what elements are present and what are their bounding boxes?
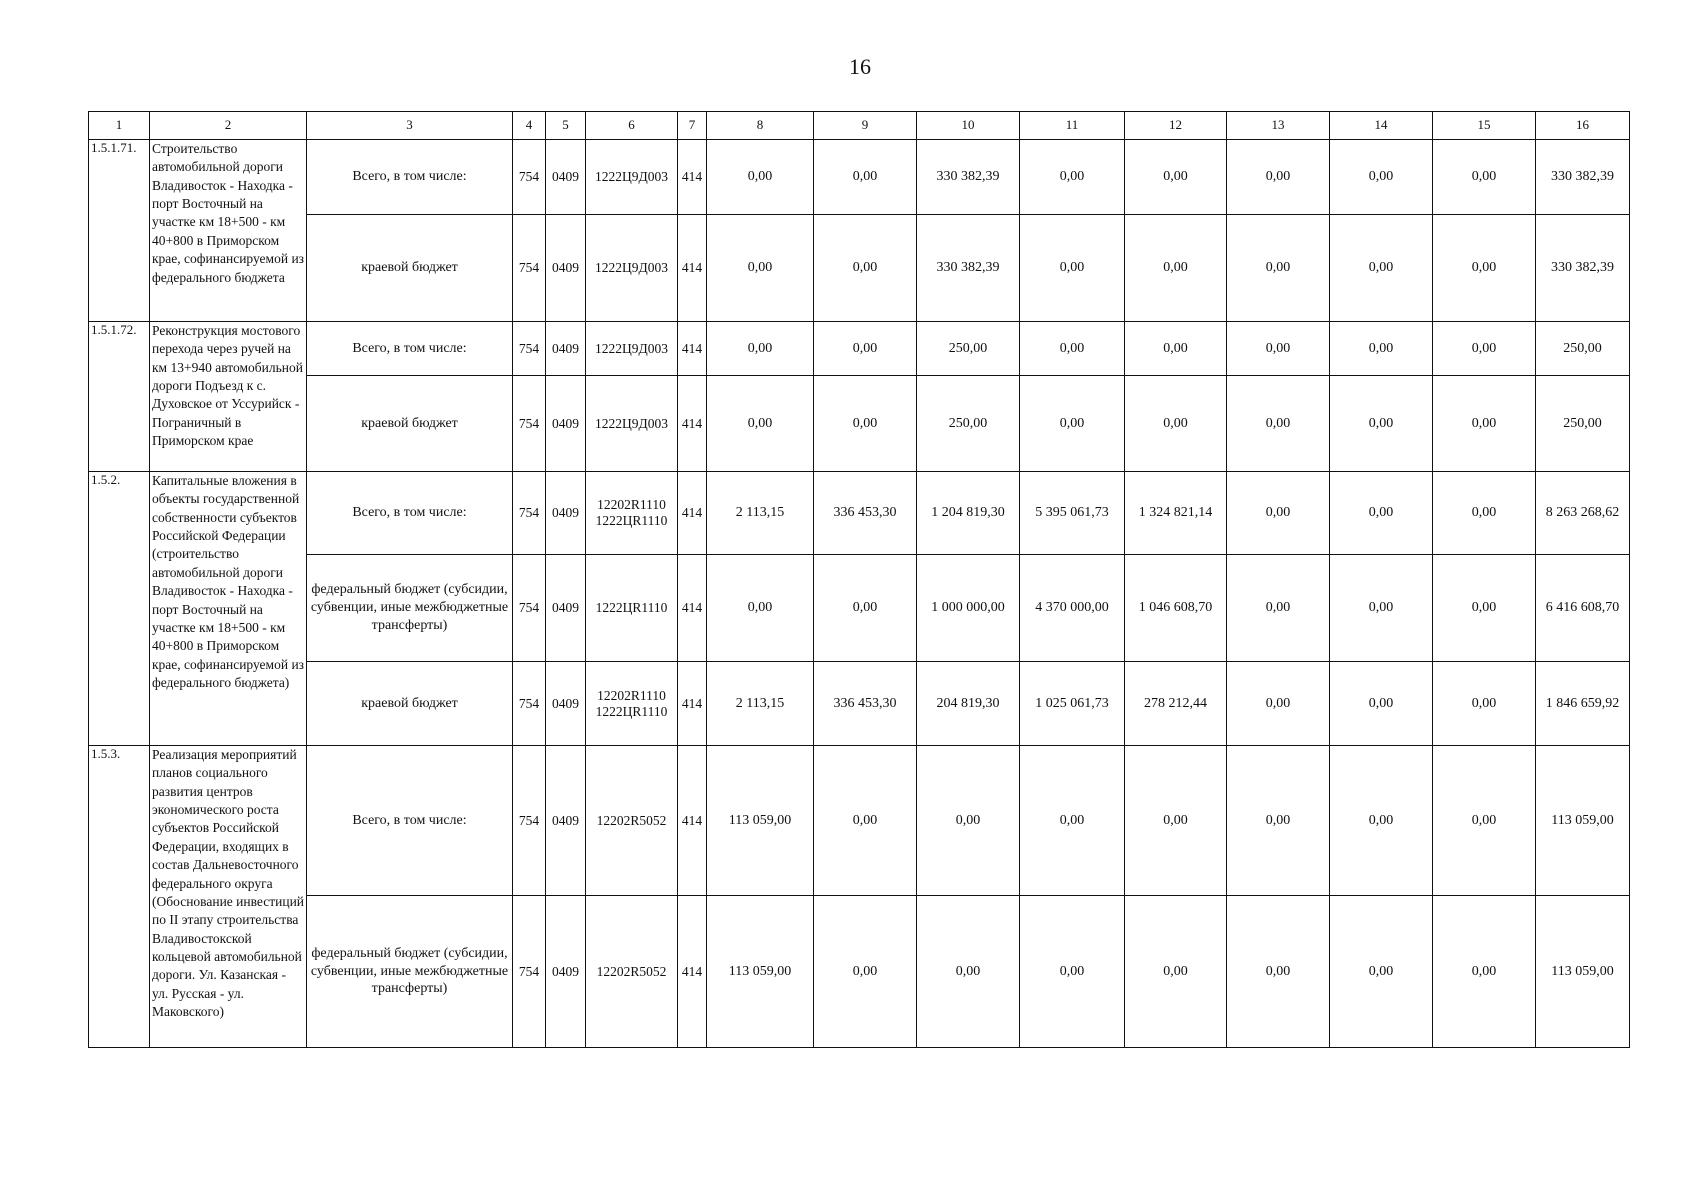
amount-cell: 330 382,39 [917,215,1020,322]
amount-cell: 204 819,30 [917,662,1020,746]
amount-cell: 0,00 [814,215,917,322]
table-row [89,376,1630,472]
amount-cell: 0,00 [1330,472,1433,555]
table-row [89,555,1630,662]
expense-type-code: 414 [678,662,707,746]
amount-cell: 250,00 [917,376,1020,472]
amount-cell: 0,00 [1433,215,1536,322]
amount-cell: 336 453,30 [814,472,917,555]
amount-cell: 113 059,00 [1536,746,1630,896]
col-header: 14 [1330,112,1433,140]
amount-cell: 0,00 [1433,140,1536,215]
amount-cell: 0,00 [1330,555,1433,662]
amount-cell: 113 059,00 [707,896,814,1048]
amount-cell: 0,00 [1330,322,1433,376]
amount-cell: 0,00 [1330,376,1433,472]
item-name: Строительство автомобильной дороги Владивосток - Находка - порт Восточный на участке км 18+500 - км 40+800 в Приморском крае, софинансируемой из федерального бюджета [150,140,307,322]
amount-cell: 0,00 [1433,896,1536,1048]
expense-type-code: 414 [678,555,707,662]
amount-cell: 0,00 [814,896,917,1048]
amount-cell: 0,00 [1227,896,1330,1048]
funding-source: Всего, в том числе: [307,140,513,215]
expense-type-code: 414 [678,322,707,376]
amount-cell: 0,00 [917,896,1020,1048]
amount-cell: 1 046 608,70 [1125,555,1227,662]
amount-cell: 0,00 [1330,896,1433,1048]
target-article-code: 1222Ц9Д003 [586,322,678,376]
amount-cell: 6 416 608,70 [1536,555,1630,662]
expense-type-code: 414 [678,376,707,472]
amount-cell: 250,00 [917,322,1020,376]
table-row [89,322,1630,376]
amount-cell: 0,00 [814,376,917,472]
col-header: 1 [89,112,150,140]
amount-cell: 0,00 [707,322,814,376]
amount-cell: 250,00 [1536,322,1630,376]
amount-cell: 0,00 [1125,322,1227,376]
table-row [89,215,1630,322]
amount-cell: 278 212,44 [1125,662,1227,746]
grbs-code: 754 [513,376,546,472]
funding-source: федеральный бюджет (субсидии, субвенции, иные межбюджетные трансферты) [307,555,513,662]
target-article-code: 12202R1110 1222ЦR1110 [586,662,678,746]
amount-cell: 0,00 [1433,322,1536,376]
table-row [89,746,1630,896]
amount-cell: 0,00 [707,376,814,472]
amount-cell: 0,00 [1330,746,1433,896]
col-header: 9 [814,112,917,140]
amount-cell: 0,00 [1330,140,1433,215]
amount-cell: 0,00 [1020,376,1125,472]
item-number: 1.5.1.72. [89,322,150,472]
amount-cell: 1 000 000,00 [917,555,1020,662]
amount-cell: 0,00 [707,215,814,322]
amount-cell: 0,00 [917,746,1020,896]
amount-cell: 0,00 [1330,662,1433,746]
section-code: 0409 [546,472,586,555]
amount-cell: 0,00 [1227,140,1330,215]
funding-source: Всего, в том числе: [307,322,513,376]
amount-cell: 0,00 [1125,746,1227,896]
amount-cell: 0,00 [1330,215,1433,322]
amount-cell: 2 113,15 [707,662,814,746]
amount-cell: 0,00 [1433,555,1536,662]
col-header: 8 [707,112,814,140]
col-header: 4 [513,112,546,140]
amount-cell: 0,00 [1125,215,1227,322]
amount-cell: 0,00 [707,140,814,215]
amount-cell: 2 113,15 [707,472,814,555]
col-header: 6 [586,112,678,140]
amount-cell: 0,00 [814,322,917,376]
col-header: 11 [1020,112,1125,140]
expense-type-code: 414 [678,472,707,555]
grbs-code: 754 [513,746,546,896]
funding-source: Всего, в том числе: [307,746,513,896]
amount-cell: 0,00 [1125,896,1227,1048]
funding-source: краевой бюджет [307,662,513,746]
expense-type-code: 414 [678,896,707,1048]
amount-cell: 330 382,39 [1536,215,1630,322]
header-row [89,112,1630,140]
amount-cell: 0,00 [1433,376,1536,472]
amount-cell: 113 059,00 [1536,896,1630,1048]
amount-cell: 250,00 [1536,376,1630,472]
col-header: 13 [1227,112,1330,140]
funding-source: Всего, в том числе: [307,472,513,555]
item-number: 1.5.1.71. [89,140,150,322]
amount-cell: 1 846 659,92 [1536,662,1630,746]
amount-cell: 113 059,00 [707,746,814,896]
amount-cell: 0,00 [814,555,917,662]
target-article-code: 1222Ц9Д003 [586,140,678,215]
col-header: 3 [307,112,513,140]
col-header: 5 [546,112,586,140]
amount-cell: 0,00 [1433,662,1536,746]
table-body [89,112,1630,1048]
grbs-code: 754 [513,896,546,1048]
target-article-code: 1222ЦR1110 [586,555,678,662]
item-number: 1.5.2. [89,472,150,746]
item-number: 1.5.3. [89,746,150,1048]
grbs-code: 754 [513,555,546,662]
amount-cell: 1 324 821,14 [1125,472,1227,555]
amount-cell: 0,00 [1227,662,1330,746]
amount-cell: 0,00 [1227,322,1330,376]
col-header: 7 [678,112,707,140]
amount-cell: 0,00 [814,140,917,215]
grbs-code: 754 [513,322,546,376]
amount-cell: 0,00 [707,555,814,662]
amount-cell: 0,00 [814,746,917,896]
col-header: 12 [1125,112,1227,140]
table-row [89,662,1630,746]
table-row [89,140,1630,215]
amount-cell: 1 025 061,73 [1020,662,1125,746]
amount-cell: 0,00 [1227,746,1330,896]
page-number: 16 [849,54,871,79]
section-code: 0409 [546,140,586,215]
section-code: 0409 [546,662,586,746]
col-header: 2 [150,112,307,140]
grbs-code: 754 [513,662,546,746]
target-article-code: 12202R5052 [586,746,678,896]
target-article-code: 1222Ц9Д003 [586,215,678,322]
col-header: 15 [1433,112,1536,140]
amount-cell: 0,00 [1433,746,1536,896]
section-code: 0409 [546,215,586,322]
table-row [89,896,1630,1048]
amount-cell: 0,00 [1227,555,1330,662]
amount-cell: 0,00 [1020,896,1125,1048]
amount-cell: 330 382,39 [917,140,1020,215]
amount-cell: 336 453,30 [814,662,917,746]
grbs-code: 754 [513,140,546,215]
expense-type-code: 414 [678,746,707,896]
amount-cell: 0,00 [1020,215,1125,322]
amount-cell: 0,00 [1020,746,1125,896]
amount-cell: 0,00 [1125,140,1227,215]
amount-cell: 0,00 [1020,140,1125,215]
target-article-code: 1222Ц9Д003 [586,376,678,472]
budget-table [88,111,1630,1048]
funding-source: краевой бюджет [307,376,513,472]
grbs-code: 754 [513,472,546,555]
amount-cell: 1 204 819,30 [917,472,1020,555]
amount-cell: 0,00 [1227,215,1330,322]
col-header: 16 [1536,112,1630,140]
expense-type-code: 414 [678,215,707,322]
grbs-code: 754 [513,215,546,322]
amount-cell: 0,00 [1433,472,1536,555]
table-row [89,472,1630,555]
item-name: Реконструкция мостового перехода через ручей на км 13+940 автомобильной дороги Подъезд к с. Духовское от Уссурийск - Пограничный в Приморском крае [150,322,307,472]
amount-cell: 0,00 [1020,322,1125,376]
amount-cell: 8 263 268,62 [1536,472,1630,555]
item-name: Реализация мероприятий планов социального развития центров экономического роста субъектов Российской Федерации, входящих в состав Дальневосточного федерального округа (Обоснование инвестиций по II этапу строительства Владивостокской кольцевой автомобильной дороги. Ул. Казанская - ул. Русская - ул. Маковского) [150,746,307,1048]
section-code: 0409 [546,322,586,376]
amount-cell: 0,00 [1227,472,1330,555]
amount-cell: 4 370 000,00 [1020,555,1125,662]
funding-source: федеральный бюджет (субсидии, субвенции, иные межбюджетные трансферты) [307,896,513,1048]
amount-cell: 0,00 [1227,376,1330,472]
section-code: 0409 [546,376,586,472]
section-code: 0409 [546,555,586,662]
amount-cell: 0,00 [1125,376,1227,472]
item-name: Капитальные вложения в объекты государственной собственности субъектов Российской Федерации (строительство автомобильной дороги Владивосток - Находка - порт Восточный на участке км 18+500 - км 40+800 в Приморском крае, софинансируемой из федерального бюджета) [150,472,307,746]
amount-cell: 5 395 061,73 [1020,472,1125,555]
amount-cell: 330 382,39 [1536,140,1630,215]
col-header: 10 [917,112,1020,140]
target-article-code: 12202R1110 1222ЦR1110 [586,472,678,555]
target-article-code: 12202R5052 [586,896,678,1048]
funding-source: краевой бюджет [307,215,513,322]
expense-type-code: 414 [678,140,707,215]
section-code: 0409 [546,896,586,1048]
section-code: 0409 [546,746,586,896]
